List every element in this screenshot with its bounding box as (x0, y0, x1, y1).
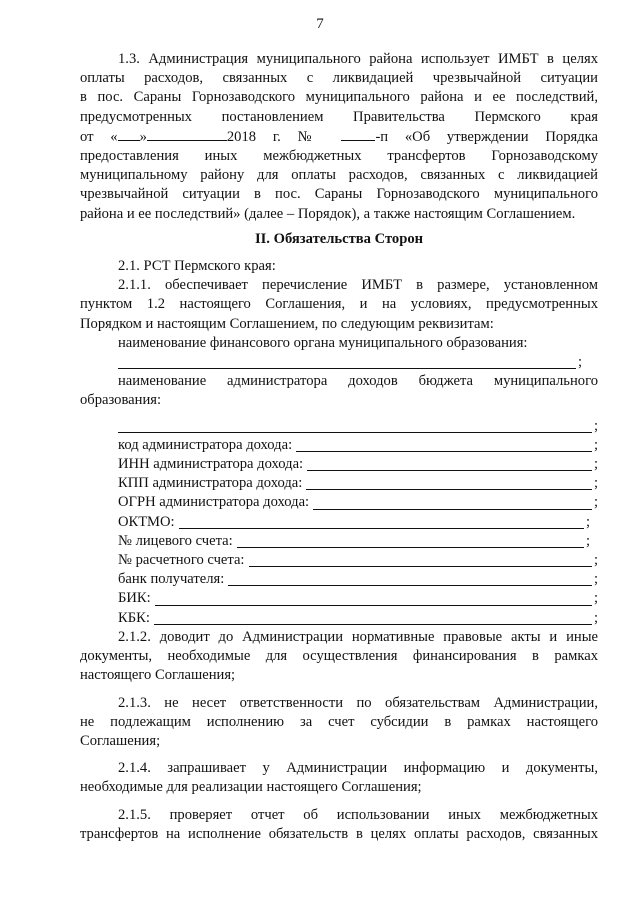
text-line: района и ее последствий» (далее – Порядок), а также настоящим Соглашением. (80, 205, 576, 222)
requisites-fields (80, 436, 598, 628)
admin-label-line: образования: (80, 392, 162, 409)
admin-name-blank[interactable]: ; (80, 417, 598, 436)
number-blank (341, 127, 375, 141)
document-body (80, 50, 598, 844)
field-inn[interactable]: ИНН администратора дохода: ; (118, 456, 598, 473)
admin-name-line[interactable] (118, 420, 592, 433)
text-line: необходимые для реализации настоящего Соглашения; (80, 779, 422, 796)
fin-org-blank[interactable]: ; (80, 353, 598, 372)
text-line: 2.1.2. доводит до Администрации нормативные правовые акты и иные (118, 628, 598, 645)
field-settlement-account[interactable]: № расчетного счета: ; (118, 552, 598, 569)
text-line: предусмотренных постановлением Правительства Пермского края (80, 108, 598, 125)
clause-2-1-4 (80, 759, 598, 797)
clause-2-1: 2.1. РСТ Пермского края: (118, 258, 276, 275)
text-line: Порядком и настоящим Соглашением, по следующим реквизитам: (80, 315, 494, 332)
year-text: 2018 г. (226, 128, 281, 145)
field-personal-account[interactable]: № лицевого счета: ; (118, 532, 590, 549)
field-bik[interactable]: БИК: ; (118, 590, 598, 607)
date-number-line (80, 127, 598, 147)
text-line: в пос. Сараны Горнозаводского муниципального района и ее последствий, (80, 89, 598, 106)
field-ogrn[interactable]: ОГРН администратора дохода: ; (118, 494, 598, 511)
page-number: 7 (316, 16, 324, 32)
field-kbk[interactable]: КБК: ; (118, 609, 598, 626)
quoted-day: « » 2018 г. (110, 128, 281, 145)
field-kpp[interactable]: КПП администратора дохода: ; (118, 475, 598, 492)
text-line: 2.1.3. не несет ответственности по обязательствам Администрации, (118, 694, 598, 711)
field-oktmo[interactable]: ОКТМО: ; (118, 513, 590, 530)
ot-word: от (80, 128, 94, 145)
text-line: оплаты расходов, связанных с ликвидацией чрезвычайной ситуации (80, 70, 598, 87)
text-line: настоящего Соглашения; (80, 667, 236, 684)
field-admin-code[interactable]: код администратора дохода: ; (118, 436, 598, 453)
section-heading: II. Обязательства Сторон (254, 230, 424, 247)
number-sign: № (297, 128, 325, 145)
text-line: 2.1.1. обеспечивает перечисление ИМБТ в размере, установленном (118, 277, 598, 294)
clause-2-1-2 (80, 628, 598, 686)
admin-label-line: наименование администратора доходов бюджета муниципального (118, 373, 598, 390)
text-line: чрезвычайной ситуации в пос. Сараны Горнозаводского муниципального (80, 186, 598, 203)
clause-2-1-3 (80, 694, 598, 752)
month-blank (147, 127, 227, 141)
number-and-title: -п «Об утверждении Порядка (341, 129, 598, 145)
text-line: муниципальному району для оплаты расходов, связанных с ликвидацией (80, 167, 598, 184)
clause-2-1-5 (80, 806, 598, 844)
text-line: не подлежащим исполнению за счет субсидии в рамках настоящего (80, 713, 598, 730)
clause-2-1-1 (80, 276, 598, 334)
fin-org-label: наименование финансового органа муниципального образования: (118, 334, 528, 351)
text-line: Соглашения; (80, 732, 161, 749)
text-line: документы, необходимые для осуществления финансирования в рамках (80, 648, 598, 665)
day-blank (118, 127, 140, 141)
text-line: трансфертов на исполнение обязательств в целях оплаты расходов, связанных (80, 825, 598, 842)
fin-org-line[interactable] (118, 356, 576, 369)
text-line: пунктом 1.2 настоящего Соглашения, и на условиях, предусмотренных (80, 296, 598, 313)
text-line: 2.1.4. запрашивает у Администрации информацию и документы, (118, 760, 598, 777)
text-line: 2.1.5. проверяет отчет об использовании иных межбюджетных (118, 806, 598, 823)
paragraph-1-3 (80, 50, 598, 224)
field-bank[interactable]: банк получателя: ; (118, 571, 598, 588)
text-line: 1.3. Администрация муниципального района использует ИМБТ в целях (118, 51, 598, 67)
text-line: предоставления иных межбюджетных трансфертов Горнозаводскому (80, 148, 598, 165)
